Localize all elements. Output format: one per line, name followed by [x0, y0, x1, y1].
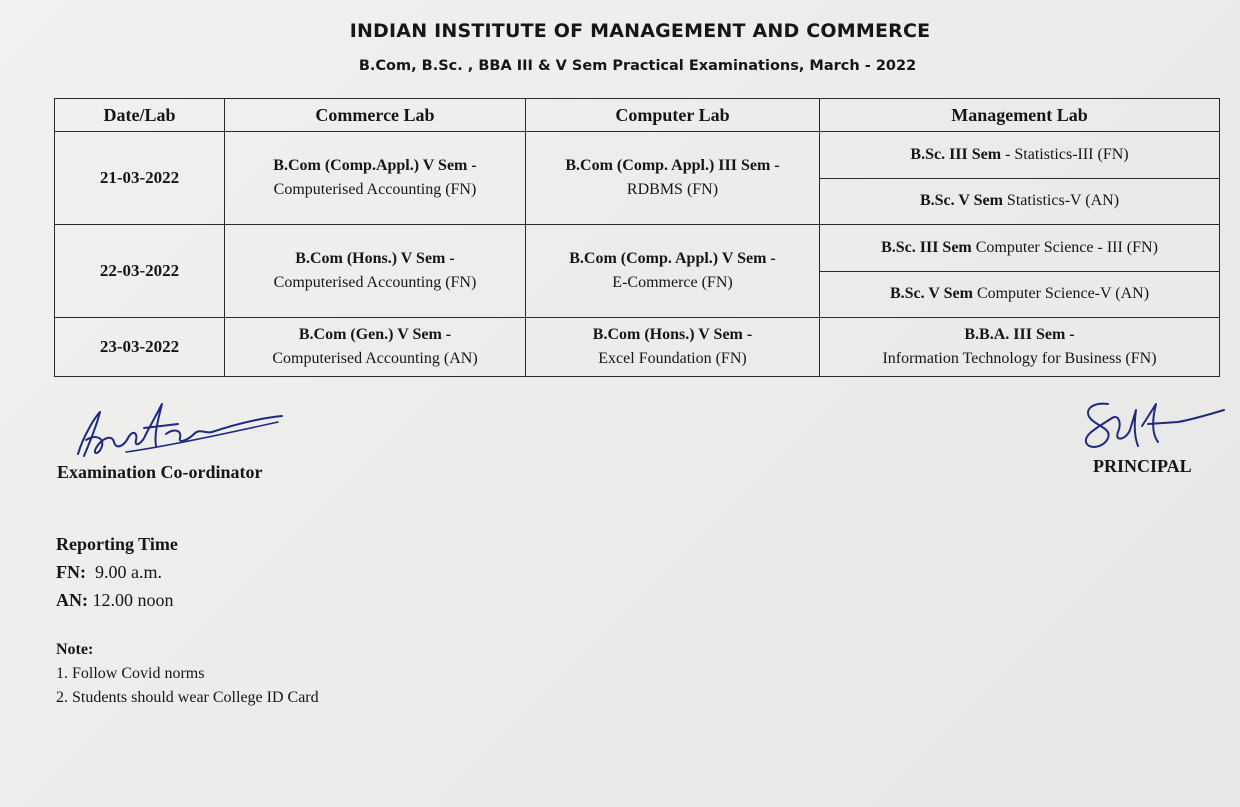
notes-heading: Note: [56, 641, 94, 658]
fn-reporting-time [56, 558, 178, 586]
exam-title: B.Com, B.Sc. , BBA III & V Sem Practical Examinations, March - 2022 [358, 58, 917, 74]
subject-name: Computerised Accounting (FN) [273, 181, 477, 198]
column-header-date: Date/Lab [55, 99, 225, 132]
course-name: B.Sc. III Sem [881, 238, 972, 256]
an-time: 12.00 noon [92, 590, 174, 610]
note-item: 2. Students should wear College ID Card [56, 689, 319, 706]
computer-lab-cell [526, 132, 820, 225]
management-lab-cell [820, 318, 1220, 377]
course-name: B.Com (Comp.Appl.) V Sem - [273, 157, 477, 174]
exam-schedule-table [54, 98, 1220, 377]
course-name: B.Sc. III Sem [910, 145, 1002, 163]
exam-date: 22-03-2022 [55, 225, 225, 318]
course-name: B.Sc. V Sem [889, 285, 973, 303]
fn-label: FN: [56, 562, 86, 582]
table-header-row [55, 99, 1220, 132]
subject-name: Information Technology for Business (FN) [882, 350, 1157, 367]
reporting-time-heading: Reporting Time [56, 534, 178, 554]
notes-section [56, 638, 319, 710]
course-name: B.Com (Hons.) V Sem - [592, 326, 753, 343]
note-item: 1. Follow Covid norms [56, 665, 205, 682]
management-lab-cell [820, 132, 1220, 179]
an-reporting-time [56, 586, 178, 614]
course-name: B.Com (Hons.) V Sem - [295, 250, 455, 267]
subject-name: Computer Science-V (AN) [972, 285, 1150, 303]
subject-name: Excel Foundation (FN) [598, 350, 747, 367]
course-name: B.Com (Gen.) V Sem - [298, 326, 452, 343]
subject-name: Computerised Accounting (AN) [272, 350, 478, 367]
commerce-lab-cell [225, 132, 526, 225]
table-row [55, 225, 1220, 272]
exam-date: 23-03-2022 [55, 318, 225, 377]
subject-name: Computerised Accounting (FN) [273, 274, 477, 291]
management-lab-cell [820, 271, 1220, 318]
commerce-lab-cell [225, 318, 526, 377]
subject-name: Statistics-V (AN) [1002, 192, 1120, 210]
management-lab-cell [820, 178, 1220, 225]
course-name: B.Com (Comp. Appl.) V Sem - [569, 250, 776, 267]
computer-lab-cell [526, 225, 820, 318]
management-lab-cell [820, 225, 1220, 272]
course-name: B.Com (Comp. Appl.) III Sem - [565, 157, 780, 174]
subject-name: RDBMS (FN) [626, 181, 719, 198]
subject-name: E-Commerce (FN) [612, 274, 733, 291]
table-row [55, 318, 1220, 377]
principal-label: PRINCIPAL [1093, 456, 1192, 476]
course-name: B.Sc. V Sem [919, 192, 1003, 210]
computer-lab-cell [526, 318, 820, 377]
institute-title: INDIAN INSTITUTE OF MANAGEMENT AND COMMERCE [349, 20, 931, 42]
column-header-commerce-lab: Commerce Lab [225, 99, 526, 132]
course-name: B.B.A. III Sem - [964, 326, 1075, 343]
subject-name: Computer Science - III (FN) [971, 238, 1158, 256]
coordinator-label: Examination Co-ordinator [57, 462, 263, 482]
exam-date: 21-03-2022 [55, 132, 225, 225]
table-row [55, 132, 1220, 179]
column-header-management-lab: Management Lab [820, 99, 1220, 132]
an-label: AN: [56, 590, 88, 610]
subject-name: - Statistics-III (FN) [1001, 145, 1129, 163]
commerce-lab-cell [225, 225, 526, 318]
fn-time: 9.00 a.m. [95, 562, 162, 582]
column-header-computer-lab: Computer Lab [526, 99, 820, 132]
reporting-time-section [56, 530, 178, 614]
